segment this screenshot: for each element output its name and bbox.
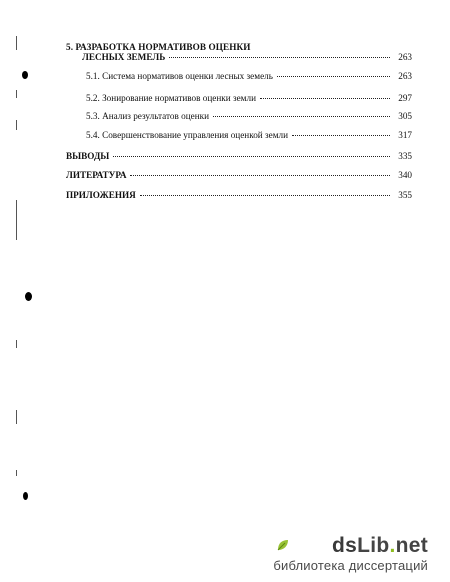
toc-entry-chapter5 [82,52,412,62]
logo-part-ds: ds [331,534,358,557]
punch-hole-mark [23,492,28,500]
toc-leader-dots [260,98,390,99]
toc-leader-dots [213,116,390,117]
toc-entry-label: ПРИЛОЖЕНИЯ [66,190,136,200]
toc-entry-label: 5.3. Анализ результатов оценки [86,111,210,121]
toc-entry-page: 297 [398,93,412,103]
toc-entry-page: 263 [398,71,412,81]
toc-entry-appendices [66,190,412,200]
toc-leader-dots [130,175,390,176]
toc-entry-label: 5.1. Система нормативов оценки лесных земель [86,71,273,81]
toc-entry-page: 340 [398,170,412,180]
toc-entry-label: 5.2. Зонирование нормативов оценки земли [86,93,256,103]
toc-entry-page: 305 [398,111,412,121]
toc-leader-dots [169,57,390,58]
leaf-icon [276,538,290,552]
scan-edge-line [16,410,17,424]
toc-entry-5-4 [86,130,412,140]
toc-leader-dots [140,195,390,196]
scan-edge-line [16,340,17,348]
punch-hole-mark [22,71,28,79]
scan-edge-line [16,120,17,130]
toc-entry-5-2 [86,93,412,103]
toc-entry-literature [66,170,412,180]
toc-heading-line1: 5. РАЗРАБОТКА НОРМАТИВОВ ОЦЕНКИ [66,42,251,52]
toc-leader-dots [292,135,390,136]
toc-entry-label: 5.4. Совершенствование управления оценкой земли [86,130,289,140]
toc-leader-dots [113,156,390,157]
dslib-logo [332,534,428,558]
toc-entry-page: 263 [398,52,412,62]
toc-entry-page: 355 [398,190,412,200]
scan-edge-line [16,200,17,240]
dslib-watermark [240,530,440,576]
toc-leader-dots [277,76,390,77]
toc-entry-5-3 [86,111,412,121]
toc-entry-label: ЛИТЕРАТУРА [66,170,127,180]
scan-edge-line [16,90,17,98]
logo-part-dot: . [389,534,396,557]
toc-entry-page: 317 [398,130,412,140]
logo-part-lib: Lib [357,534,390,557]
watermark-subtitle: библиотека диссертаций [273,558,428,573]
toc-entry-conclusions [66,151,412,161]
scan-edge-line [16,470,17,476]
toc-entry-label: ЛЕСНЫХ ЗЕМЕЛЬ [82,52,166,62]
punch-hole-mark [25,292,32,301]
logo-part-net: net [395,534,428,557]
toc-entry-5-1 [86,71,412,81]
scan-edge-line [16,36,17,50]
toc-entry-page: 335 [398,151,412,161]
toc-entry-label: ВЫВОДЫ [66,151,110,161]
